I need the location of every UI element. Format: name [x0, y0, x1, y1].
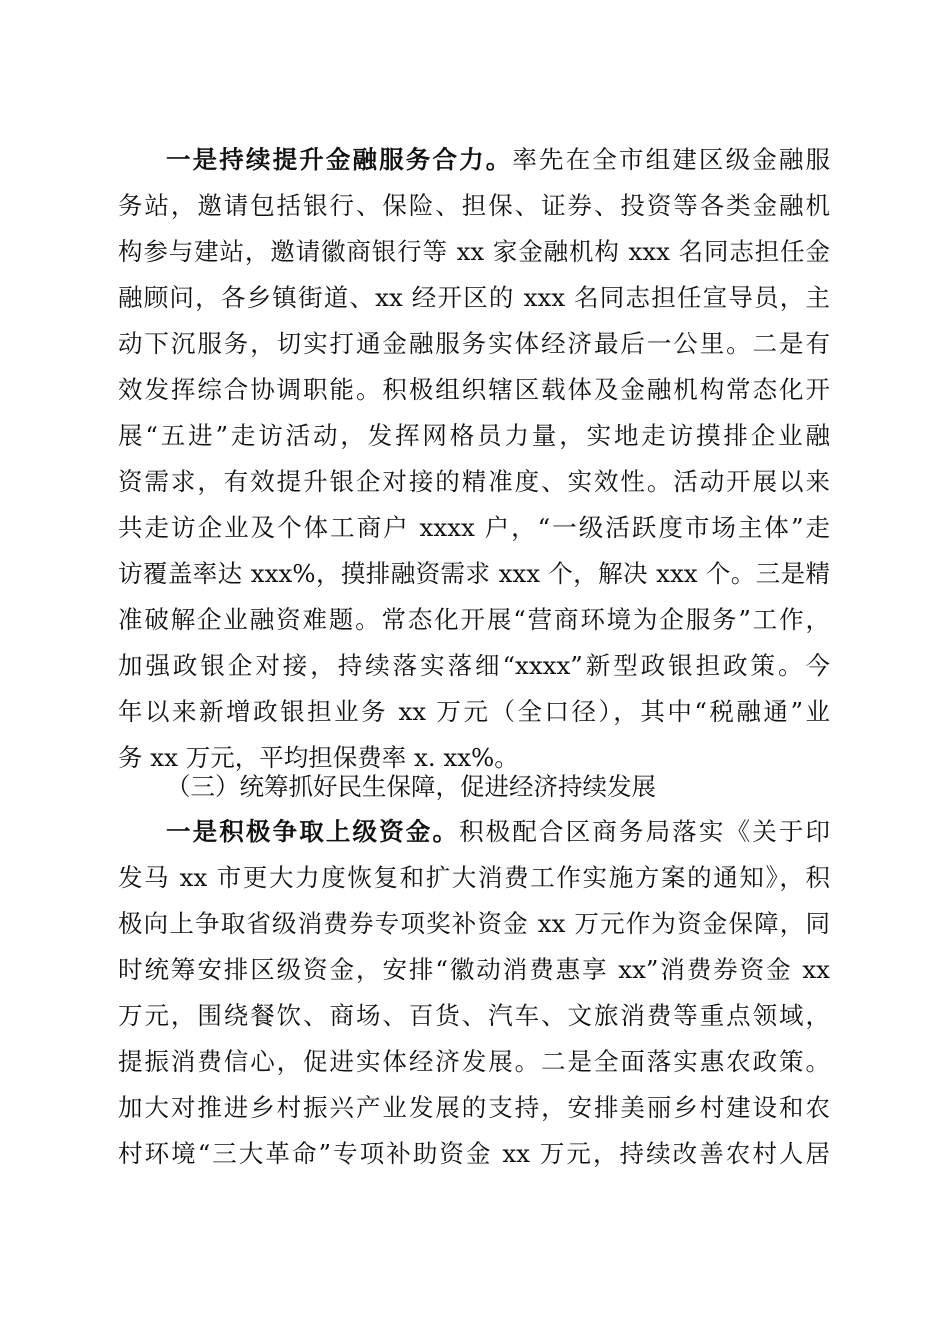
- section-heading: （三）统筹抓好民生保障，促进经济持续发展: [166, 772, 656, 801]
- paragraph-2-line-2: 发马 xx 市更大力度恢复和扩大消费工作实施方案的通知》，积: [118, 863, 830, 892]
- paragraph-1-line-11: 准破解企业融资难题。常态化开展“营商环境为企服务”工作，: [118, 605, 830, 634]
- paragraph-2-line-3: 极向上争取省级消费券专项奖补资金 xx 万元作为资金保障，同: [118, 909, 830, 938]
- paragraph-1-line-1-text: 率先在全市组建区级金融服: [512, 145, 831, 174]
- paragraph-1-line-14: 务 xx 万元，平均担保费率 x. xx%。: [118, 743, 519, 772]
- paragraph-1-line-8: 资需求，有效提升银企对接的精准度、实效性。活动开展以来: [118, 467, 830, 496]
- paragraph-1-line-5: 动下沉服务，切实打通金融服务实体经济最后一公里。二是有: [118, 329, 830, 358]
- paragraph-2-line-4: 时统筹安排区级资金，安排“徽动消费惠享 xx”消费券资金 xx: [118, 955, 830, 984]
- paragraph-2-line-1-text: 积极配合区商务局落实《关于印: [459, 817, 831, 846]
- paragraph-1-line-12: 加强政银企对接，持续落实落细“xxxx”新型政银担政策。今: [118, 651, 830, 680]
- paragraph-1-line-6: 效发挥综合协调职能。积极组织辖区载体及金融机构常态化开: [118, 375, 830, 404]
- paragraph-1-line-7: 展“五进”走访活动，发挥网格员力量，实地走访摸排企业融: [118, 421, 830, 450]
- paragraph-1-line-1: [166, 140, 830, 180]
- paragraph-1-lead: 一是持续提升金融服务合力。: [166, 145, 513, 174]
- paragraph-2-lead: 一是积极争取上级资金。: [166, 817, 460, 846]
- paragraph-1-line-9: 共走访企业及个体工商户 xxxx 户，“一级活跃度市场主体”走: [118, 513, 830, 542]
- paragraph-1-line-3: 构参与建站，邀请徽商银行等 xx 家金融机构 xxx 名同志担任金: [118, 237, 830, 266]
- paragraph-2-line-1: [166, 812, 830, 852]
- paragraph-2-line-6: 提振消费信心，促进实体经济发展。二是全面落实惠农政策。: [118, 1047, 830, 1076]
- paragraph-2-line-8: 村环境“三大革命”专项补助资金 xx 万元，持续改善农村人居: [118, 1139, 830, 1168]
- paragraph-1-line-13: 年以来新增政银担业务 xx 万元（全口径），其中“税融通”业: [118, 697, 830, 726]
- paragraph-2-line-5: 万元，围绕餐饮、商场、百货、汽车、文旅消费等重点领域，: [118, 1001, 830, 1030]
- paragraph-2-line-7: 加大对推进乡村振兴产业发展的支持，安排美丽乡村建设和农: [118, 1093, 830, 1122]
- paragraph-1-line-2: 务站，邀请包括银行、保险、担保、证券、投资等各类金融机: [118, 191, 830, 220]
- paragraph-1-line-4: 融顾问，各乡镇街道、xx 经开区的 xxx 名同志担任宣导员，主: [118, 283, 830, 312]
- paragraph-1-line-10: 访覆盖率达 xxx%，摸排融资需求 xxx 个，解决 xxx 个。三是精: [118, 559, 830, 588]
